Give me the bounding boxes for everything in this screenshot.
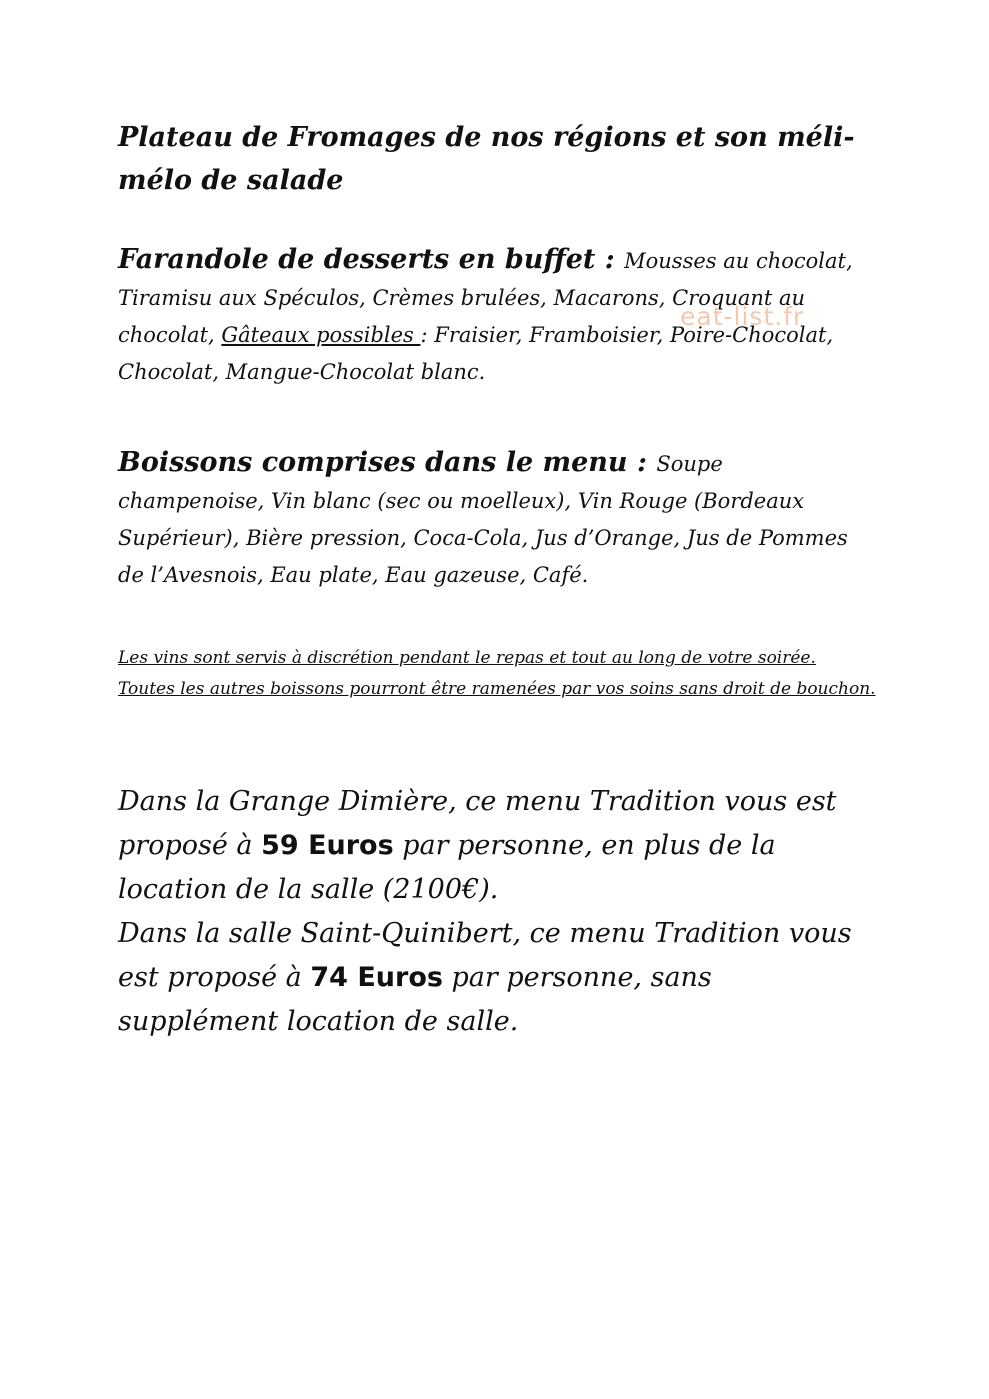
cakes-items: Fraisier, Framboisier, Poire-Chocolat, Chocolat, Mangue-Chocolat blanc. [118, 323, 834, 384]
salle-pricing [118, 912, 878, 1044]
salle-pricing-outro: par personne, sans supplément location de salle. [118, 962, 712, 1037]
cheese-title: Plateau de Fromages de nos régions et son méli-mélo de salade [118, 122, 855, 196]
grange-pricing-outro: par personne, en plus de la location de la salle (2100€). [118, 830, 776, 905]
salle-pricing-intro: Dans la salle Saint-Quinibert, ce menu Tradition vous est proposé à [118, 918, 852, 993]
watermark: eat-list.fr [680, 302, 805, 331]
desserts-items: Mousses au chocolat, Tiramisu aux Spéculos, Crèmes brulées, Macarons, Croquant au chocolat, [118, 249, 853, 347]
drinks-items: Soupe champenoise, Vin blanc (sec ou moelleux), Vin Rouge (Bordeaux Supérieur), Bière pression, Coca-Cola, Jus d’Orange, Jus de Pommes de l’Avesnois, Eau plate, Eau gazeuse, Café. [118, 452, 848, 587]
pricing-section [118, 780, 878, 1044]
wine-note-text: Les vins sont servis à discrétion pendant le repas et tout au long de votre soirée. Toutes les autres boissons pourront être ramenées par vos soins sans droit de bouchon. [118, 648, 876, 699]
grange-pricing-intro: Dans la Grange Dimière, ce menu Tradition vous est proposé à [118, 786, 837, 861]
cheese-course [118, 116, 878, 202]
grange-pricing [118, 780, 878, 912]
drinks-heading: Boissons comprises dans le menu [118, 447, 628, 478]
salle-price: 74 Euros [310, 962, 443, 993]
desserts-heading: Farandole de desserts en buffet [118, 244, 596, 275]
drinks-section [118, 444, 868, 594]
desserts-section [118, 241, 868, 391]
desserts-separator: : [595, 244, 625, 275]
grange-price: 59 Euros [261, 830, 394, 861]
cakes-separator: : [420, 323, 435, 347]
drinks-separator: : [627, 447, 657, 478]
wine-note [118, 643, 878, 705]
cakes-label: Gâteaux possibles [221, 323, 421, 347]
